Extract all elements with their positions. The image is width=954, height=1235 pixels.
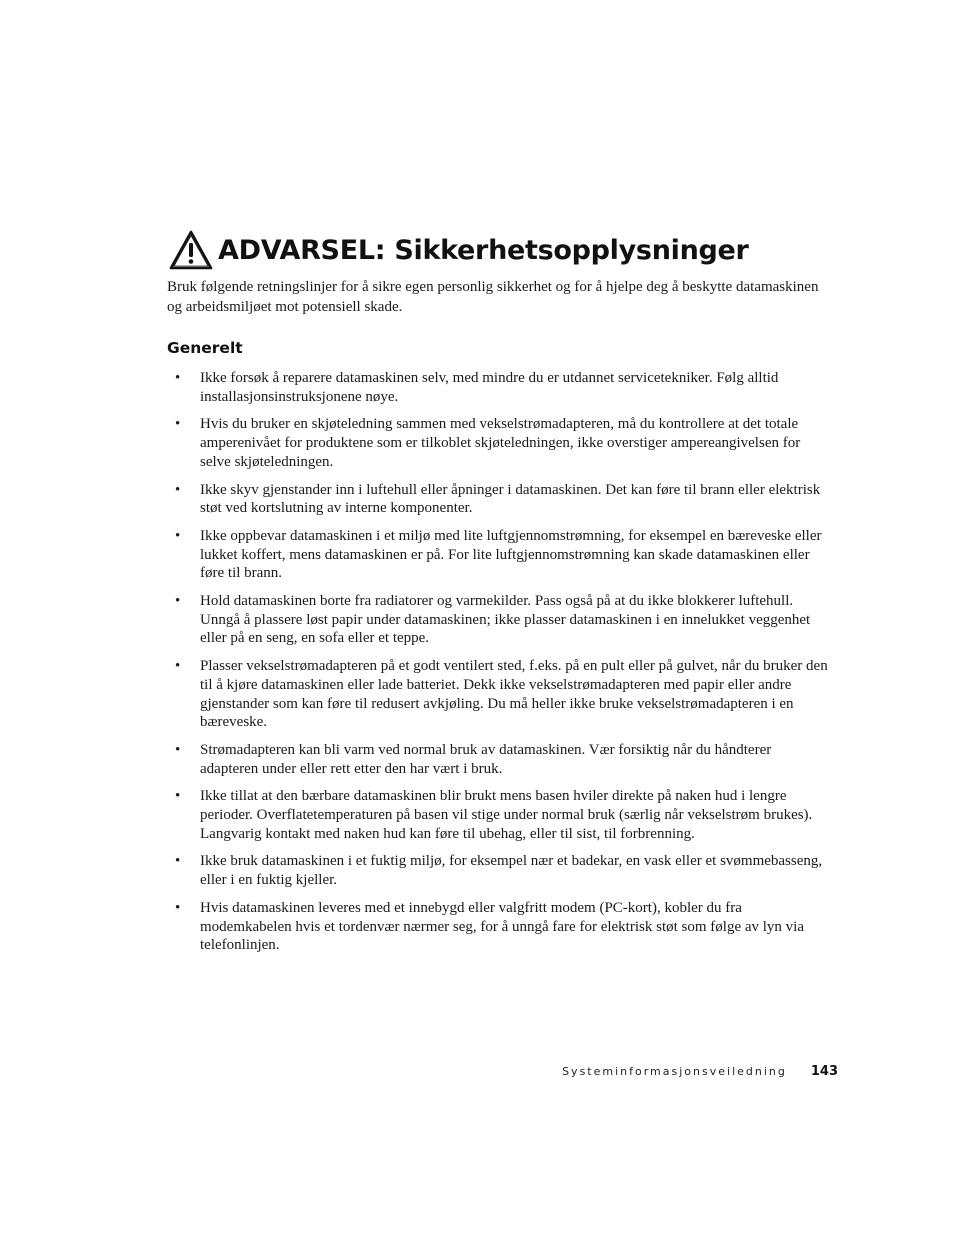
list-item-text: Ikke bruk datamaskinen i et fuktig miljø, for eksempel nær et badekar, en vask eller et svømmebasseng, eller i en fuktig kjeller. — [200, 853, 823, 889]
list-item-text: Plasser vekselstrømadapteren på et godt ventilert sted, f.eks. på en pult eller på gulvet, når du bruker den til å kjøre datamaskinen eller lade batteriet. Dekk ikke vekselstrømadapteren med papir eller andre gjenstander som kan føre til redusert avkjøling. Du må heller ikke bruke vekselstrømadapteren i en bæreveske. — [200, 658, 828, 731]
page-title: ADVARSEL: Sikkerhetsopplysninger — [218, 234, 749, 266]
list-item — [167, 415, 832, 471]
intro-paragraph: Bruk følgende retningslinjer for å sikre egen personlig sikkerhet og for å hjelpe deg å beskytte datamaskinen og arbeidsmiljøet mot potensiell skade. — [167, 279, 819, 315]
footer-document-title: Systeminformasjonsveiledning — [562, 1064, 787, 1078]
list-item — [167, 369, 832, 406]
bullet-icon: • — [175, 593, 181, 610]
bullet-icon: • — [175, 527, 181, 544]
list-item-text: Strømadapteren kan bli varm ved normal bruk av datamaskinen. Vær forsiktig når du håndterer adapteren under eller rett etter den har vært i bruk. — [200, 741, 772, 777]
list-item — [167, 527, 832, 583]
list-item — [167, 741, 832, 778]
list-item-text: Ikke skyv gjenstander inn i luftehull eller åpninger i datamaskinen. Det kan føre til brann eller elektrisk støt ved kortslutning av interne komponenter. — [200, 481, 821, 517]
list-item — [167, 657, 832, 732]
list-item-text: Hvis datamaskinen leveres med et innebygd eller valgfritt modem (PC-kort), kobler du fra modemkabelen hvis et tordenvær nærmer seg, for å unngå fare for elektrisk støt som følge av lyn via telefonlinjen. — [200, 899, 804, 954]
bullet-icon: • — [175, 899, 181, 916]
bullet-icon: • — [175, 481, 181, 498]
section-heading: Generelt — [167, 339, 243, 357]
list-item — [167, 899, 832, 955]
bullet-icon: • — [175, 741, 181, 758]
list-item — [167, 787, 832, 843]
page-number: 143 — [810, 1063, 838, 1079]
safety-list — [167, 369, 832, 964]
list-item — [167, 852, 832, 889]
list-item-text: Hold datamaskinen borte fra radiatorer og varmekilder. Pass også på at du ikke blokkerer luftehull. Unngå å plassere løst papir under datamaskinen; ikke plasser datamaskinen i en innelukket veggenhet eller på en seng, en sofa eller et teppe. — [200, 593, 811, 647]
list-item-text: Hvis du bruker en skjøteledning sammen med vekselstrømadapteren, må du kontrollere at det totale amperenivået for produktene som er tilkoblet skjøteledningen, ikke overstiger ampereangivelsen for selve skjøteledningen. — [200, 416, 801, 470]
bullet-icon: • — [175, 370, 181, 386]
bullet-icon: • — [175, 658, 181, 675]
bullet-icon: • — [175, 788, 181, 805]
bullet-icon: • — [175, 416, 181, 433]
list-item-text: Ikke forsøk å reparere datamaskinen selv, med mindre du er utdannet servicetekniker. Følg alltid installasjonsinstruksjonene nøye. — [200, 370, 779, 405]
list-item-text: Ikke tillat at den bærbare datamaskinen blir brukt mens basen hviler direkte på naken hud i lengre perioder. Overflatetemperaturen på basen vil stige under normal bruk (særlig når vekselstrøm brukes). Langvarig kontakt med naken hud kan føre til ubehag, eller til sist, til forbrenning. — [200, 788, 813, 842]
list-item — [167, 481, 832, 518]
list-item-text: Ikke oppbevar datamaskinen i et miljø med lite luftgjennomstrømning, for eksempel en bæreveske eller lukket koffert, mens datamaskinen er på. For lite luftgjennomstrømning kan skade datamaskinen eller føre til brann. — [200, 527, 822, 582]
page-header — [168, 228, 749, 272]
bullet-icon: • — [175, 853, 181, 870]
list-item — [167, 592, 832, 648]
warning-triangle-icon — [168, 229, 214, 271]
page-footer — [562, 1061, 838, 1081]
